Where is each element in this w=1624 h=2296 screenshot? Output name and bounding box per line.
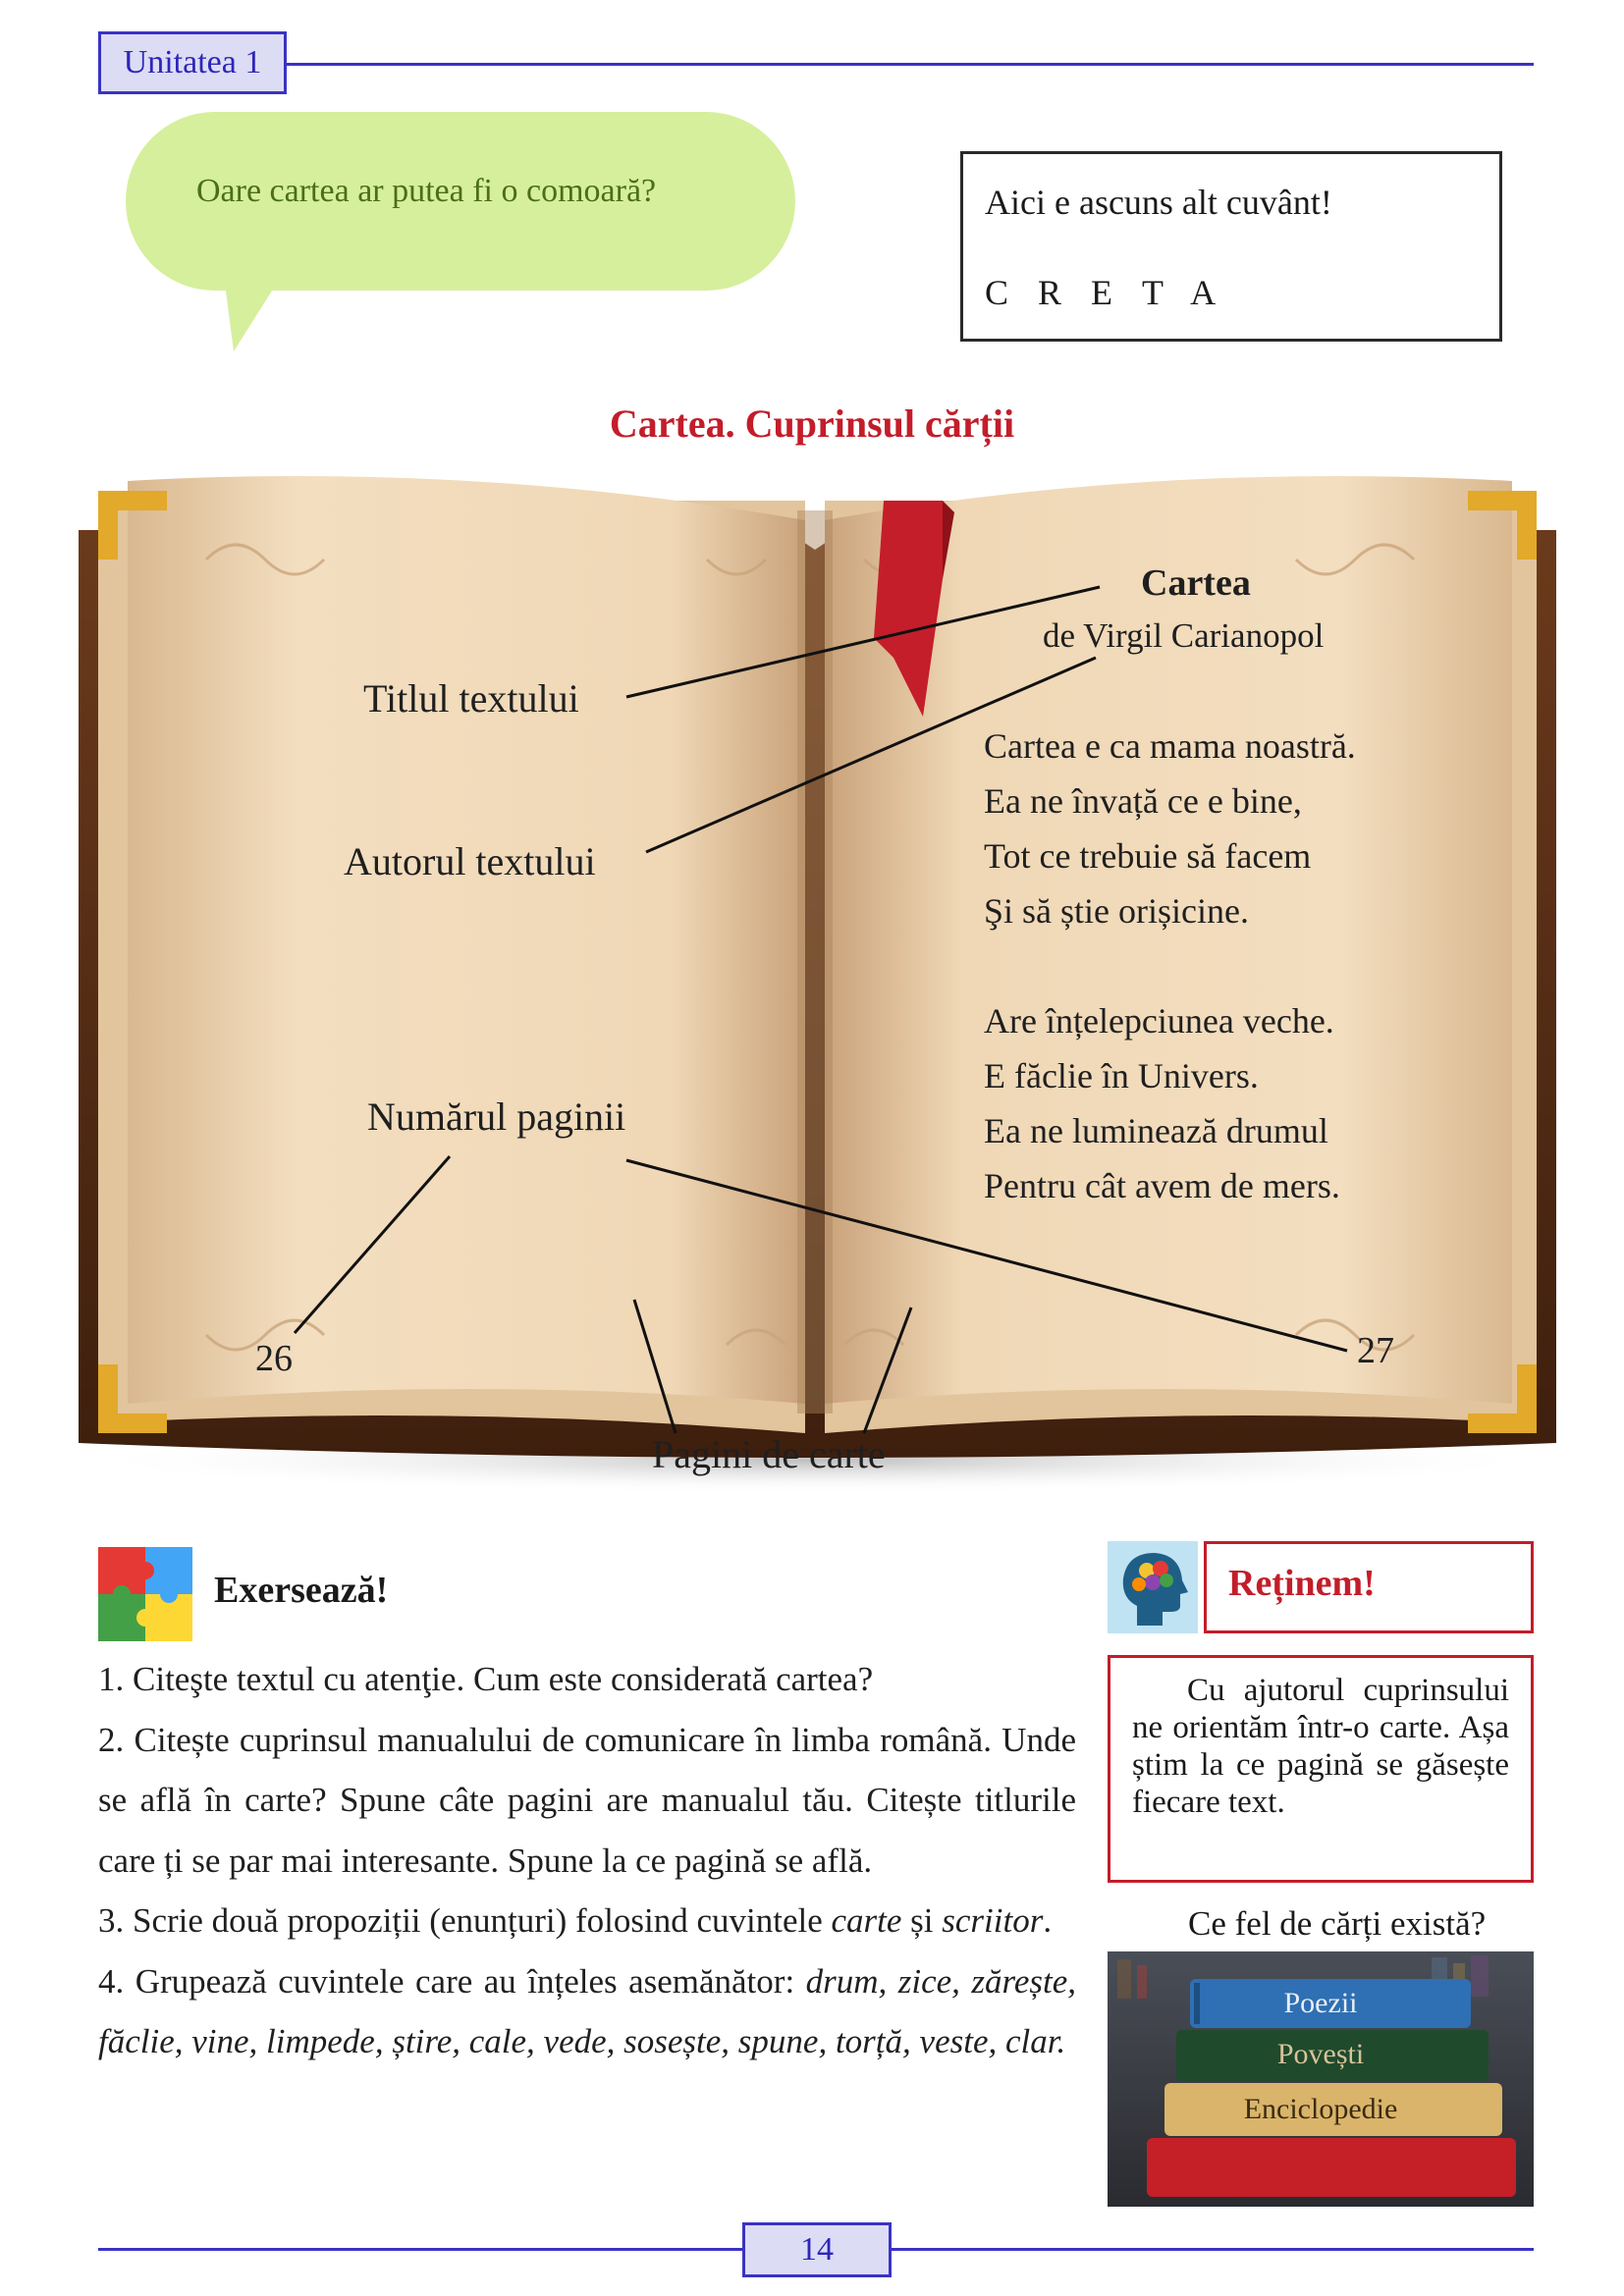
exercise-3-end: . <box>1043 1901 1053 1940</box>
exercise-4-words: drum, zice, zărește, făclie, vine, limpede, știre, cale, vede, sosește, spune, torță, veste, clar. <box>98 1961 1076 2060</box>
exercise-item <box>98 1649 1076 1710</box>
hidden-word-prompt: Aici e ascuns alt cuvânt! <box>985 183 1332 222</box>
label-text-title: Titlul textului <box>363 676 579 721</box>
poem-line: E făclie în Univers. <box>984 1056 1259 1095</box>
exercises-title: Exersează! <box>214 1570 389 1611</box>
lesson-title: Cartea. Cuprinsul cărții <box>609 401 1015 446</box>
poem-author: de Virgil Carianopol <box>1043 616 1325 655</box>
open-book-illustration <box>59 461 1571 1502</box>
poem-line: Ea ne luminează drumul <box>984 1111 1328 1150</box>
puzzle-icon <box>98 1547 192 1641</box>
retinem-title: Reținem! <box>1204 1541 1534 1633</box>
exercise-3-conj: și <box>901 1901 943 1940</box>
exercise-4-text: 4. Grupează cuvintele care au înțeles asemănător: <box>98 1961 806 2001</box>
books-question: Ce fel de cărți există? <box>1188 1904 1487 1943</box>
poem-line: Ea ne învață ce e bine, <box>984 781 1302 821</box>
footer-divider-left <box>98 2248 742 2251</box>
right-page-number: 27 <box>1357 1330 1394 1371</box>
poem-stanza-2 <box>984 993 1340 1213</box>
exercise-3-word-scriitor: scriitor <box>942 1901 1044 1940</box>
book-stack-photo <box>1108 1951 1534 2207</box>
label-page-number: Numărul paginii <box>367 1095 626 1139</box>
poem-title: Cartea <box>1141 562 1251 604</box>
poem-line: Şi să știe orișicine. <box>984 891 1249 931</box>
exercise-item <box>98 1710 1076 1892</box>
poem-line: Tot ce trebuie să facem <box>984 836 1312 876</box>
header-divider <box>287 63 1534 66</box>
brain-icon <box>1108 1541 1198 1633</box>
left-page-number: 26 <box>255 1338 293 1379</box>
poem-line: Cartea e ca mama noastră. <box>984 726 1356 766</box>
exercise-3-word-carte: carte <box>831 1901 902 1940</box>
footer-divider-right <box>892 2248 1534 2251</box>
book-label-enciclopedie: Enciclopedie <box>1243 2093 1398 2125</box>
book-label-poezii: Poezii <box>1283 1987 1358 2019</box>
label-text-author: Autorul textului <box>344 839 596 883</box>
poem-stanza-1 <box>984 719 1356 938</box>
exercise-1-text: 1. Citeşte textul cu atenţie. Cum este considerată cartea? <box>98 1660 874 1698</box>
hidden-word-letters: CRETA <box>985 273 1246 312</box>
page-number: 14 <box>742 2222 892 2277</box>
retinem-body: Cu ajutorul cuprinsului ne orientăm într-o carte. Așa știm la ce pagină se găsește fiecare text. <box>1108 1655 1534 1883</box>
speech-bubble-text: Oare cartea ar putea fi o comoară? <box>196 173 657 209</box>
exercise-list <box>98 1649 1076 2072</box>
exercise-item <box>98 1951 1076 2072</box>
exercise-item <box>98 1891 1076 1951</box>
exercise-3-text: 3. Scrie două propoziții (enunțuri) folosind cuvintele <box>98 1901 832 1940</box>
hidden-word-box <box>960 151 1502 342</box>
exercise-2-text: 2. Citește cuprinsul manualului de comunicare în limba română. Unde se află în carte? Spune câte pagini are manualul tău. Citește titlurile care ți se par mai interesante. Spune la ce pagină se află. <box>98 1720 1076 1880</box>
unit-label: Unitatea 1 <box>98 31 287 94</box>
poem-line: Are înțelepciunea veche. <box>984 1001 1334 1041</box>
speech-bubble-tail <box>222 261 291 351</box>
label-book-pages: Pagini de carte <box>652 1432 886 1476</box>
poem-line: Pentru cât avem de mers. <box>984 1166 1340 1205</box>
book-label-povesti: Povești <box>1276 2038 1365 2070</box>
